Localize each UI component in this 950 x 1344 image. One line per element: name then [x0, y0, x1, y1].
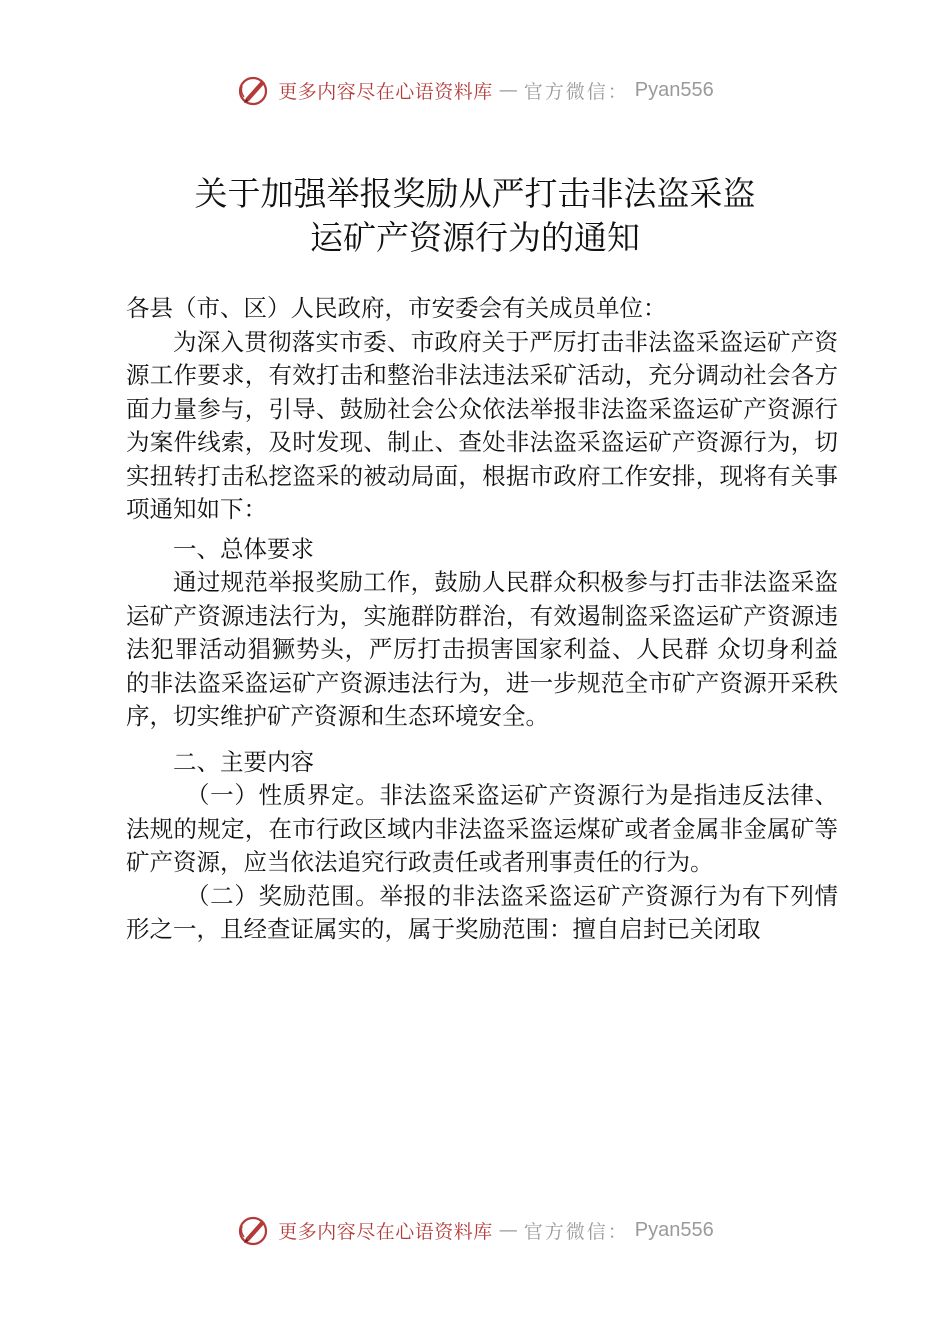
watermark-site-name: 更多内容尽在心语资料库 [278, 1220, 493, 1243]
section-1-heading: 一、总体要求 [173, 534, 314, 563]
watermark-footer [0, 1212, 950, 1248]
item-1-paragraph: （一）性质界定。非法盗采盗运矿产资源行为是指违反法律、法规的规定，在市行政区域内非法盗采盗运煤矿或者金属非金属矿等矿产资源，应当依法追究行政责任或者刑事责任的行为。 [126, 781, 838, 876]
pen-logo-icon [236, 1212, 272, 1248]
document-title [0, 172, 950, 260]
pen-logo-icon [236, 72, 272, 108]
document-body [126, 292, 838, 947]
watermark-dash: — [498, 79, 518, 101]
watermark-header [0, 72, 950, 108]
watermark-wechat-label: 官方微信： [523, 1220, 629, 1243]
item-2-paragraph: （二）奖励范围。举报的非法盗采盗运矿产资源行为有下列情形之一，且经查证属实的，属于奖励范围：擅自启封已关闭取 [126, 881, 838, 943]
watermark-site-name: 更多内容尽在心语资料库 [278, 80, 493, 103]
intro-paragraph: 为深入贯彻落实市委、市政府关于严厉打击非法盗采盗运矿产资源工作要求，有效打击和整治非法违法采矿活动，充分调动社会各方面力量参与，引导、鼓励社会公众依法举报非法盗采盗运矿产资源行为案件线索，及时发现、制止、查处非法盗采盗运矿产资源行为，切实扭转打击私挖盗采的被动局面，根据市政府工作安排，现将有关事项通知如下： [126, 327, 838, 523]
watermark-wechat-label: 官方微信： [523, 80, 629, 103]
watermark-wechat-id: Pyan556 [634, 78, 714, 101]
watermark-dash: — [498, 1219, 518, 1241]
watermark-wechat-id: Pyan556 [634, 1218, 714, 1241]
title-line-2: 运矿产资源行为的通知 [310, 218, 640, 257]
section-2-heading: 二、主要内容 [173, 747, 314, 776]
salutation: 各县（市、区）人民政府，市安委会有关成员单位： [126, 294, 667, 322]
section-1-body: 通过规范举报奖励工作，鼓励人民群众积极参与打击非法盗采盗运矿产资源违法行为，实施群防群治，有效遏制盗采盗运矿产资源违法犯罪活动猖獗势头，严厉打击损害国家利益、人民群 众切身利益的非法盗采盗运矿产资源违法行为，进一步规范全市矿产资源开采秩序，切实维护矿产资源和生态环境安全。 [126, 568, 838, 730]
title-line-1: 关于加强举报奖励从严打击非法盗采盗 [194, 174, 756, 213]
